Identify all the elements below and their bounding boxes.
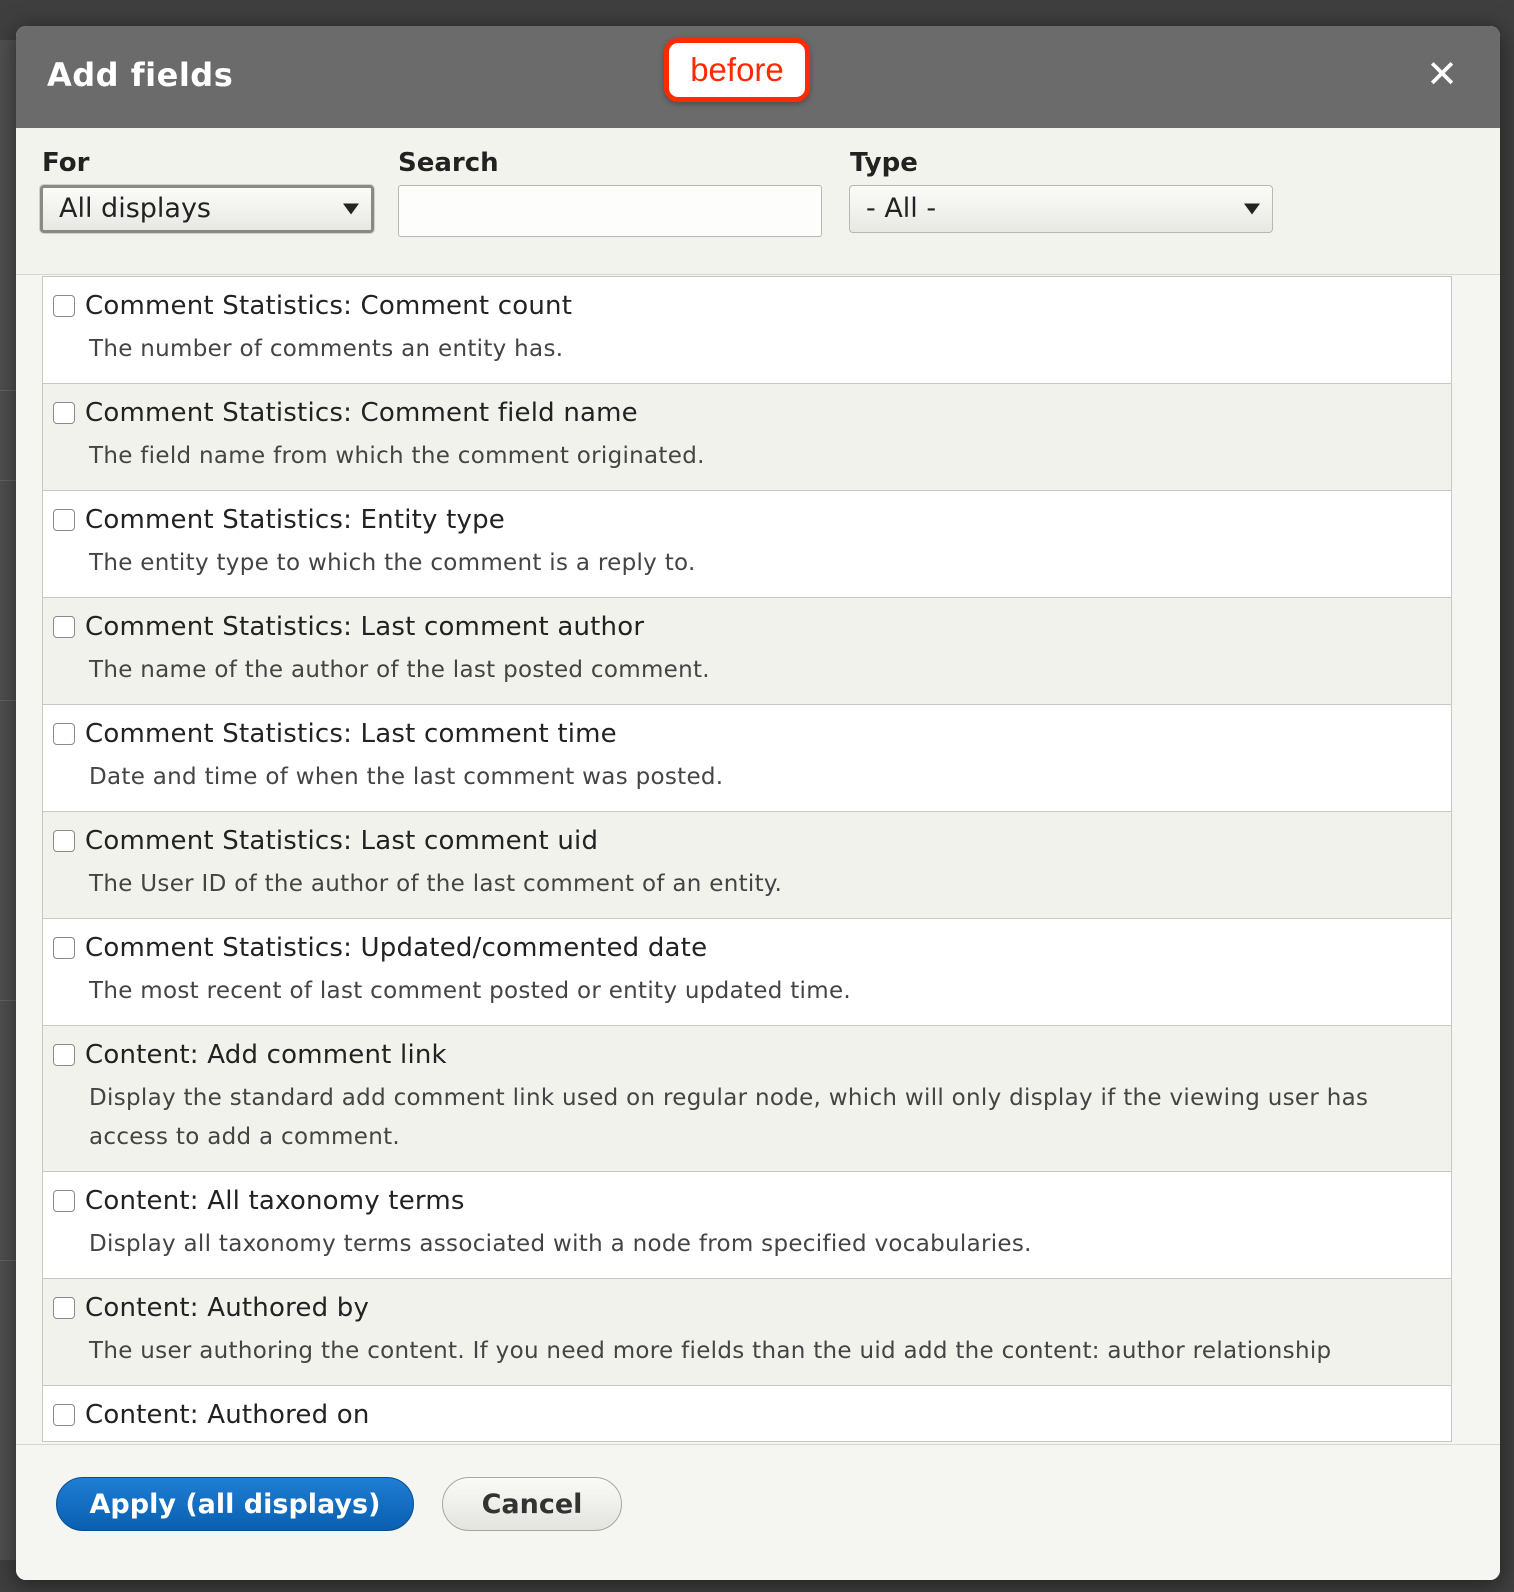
field-title[interactable]: Comment Statistics: Comment field name <box>85 398 638 428</box>
background-divider <box>0 390 16 391</box>
annotation-badge: before <box>664 38 810 102</box>
field-description: The user authoring the content. If you need more fields than the uid add the content: author relationship <box>89 1338 1332 1364</box>
cancel-button[interactable]: Cancel <box>442 1477 622 1531</box>
background-divider <box>0 700 16 701</box>
field-list-item[interactable] <box>43 705 1451 812</box>
for-label: For <box>42 148 90 178</box>
chevron-down-icon <box>343 204 359 215</box>
field-title[interactable]: Content: Authored by <box>85 1293 370 1323</box>
field-description: The field name from which the comment originated. <box>89 443 705 469</box>
field-item-header <box>53 612 1451 642</box>
field-title[interactable]: Content: All taxonomy terms <box>85 1186 465 1216</box>
type-select-value: - All - <box>866 193 937 224</box>
field-description: The name of the author of the last posted comment. <box>89 657 710 683</box>
field-title[interactable]: Content: Authored on <box>85 1400 370 1430</box>
field-description: The number of comments an entity has. <box>89 336 564 362</box>
field-checkbox[interactable] <box>53 1190 75 1212</box>
field-description: Date and time of when the last comment was posted. <box>89 764 724 790</box>
field-title[interactable]: Comment Statistics: Last comment uid <box>85 826 599 856</box>
field-checkbox[interactable] <box>53 1044 75 1066</box>
field-description: Display all taxonomy terms associated with a node from specified vocabularies. <box>89 1231 1032 1257</box>
background-divider <box>0 1260 16 1261</box>
field-list-item[interactable] <box>43 1279 1451 1386</box>
field-list-item[interactable] <box>43 1386 1451 1442</box>
field-title[interactable]: Comment Statistics: Last comment author <box>85 612 645 642</box>
dialog-title-bar <box>16 26 1500 128</box>
field-item-header <box>53 1186 1451 1216</box>
apply-button[interactable]: Apply (all displays) <box>56 1477 414 1531</box>
field-checkbox[interactable] <box>53 295 75 317</box>
field-item-header <box>53 398 1451 428</box>
field-title[interactable]: Comment Statistics: Entity type <box>85 505 505 535</box>
field-item-header <box>53 826 1451 856</box>
field-checkbox[interactable] <box>53 402 75 424</box>
background-divider <box>0 1000 16 1001</box>
field-checkbox[interactable] <box>53 616 75 638</box>
field-list-item[interactable] <box>43 491 1451 598</box>
filter-bar <box>16 128 1500 275</box>
background-divider <box>0 480 16 481</box>
field-item-header <box>53 291 1451 321</box>
field-checkbox[interactable] <box>53 937 75 959</box>
field-list-item[interactable] <box>43 919 1451 1026</box>
field-checkbox[interactable] <box>53 1297 75 1319</box>
field-title[interactable]: Comment Statistics: Updated/commented date <box>85 933 708 963</box>
chevron-down-icon <box>1244 204 1260 215</box>
field-item-header <box>53 1293 1451 1323</box>
field-list-item[interactable] <box>43 384 1451 491</box>
field-item-header <box>53 1400 1451 1430</box>
field-item-header <box>53 1040 1451 1070</box>
dialog-title: Add fields <box>47 56 234 94</box>
field-checkbox[interactable] <box>53 1404 75 1426</box>
field-list-item[interactable] <box>43 1026 1451 1172</box>
field-checkbox[interactable] <box>53 723 75 745</box>
field-description: The most recent of last comment posted or entity updated time. <box>89 978 852 1004</box>
field-item-header <box>53 505 1451 535</box>
for-select[interactable] <box>40 185 374 233</box>
type-label: Type <box>850 148 918 178</box>
field-description: The User ID of the author of the last comment of an entity. <box>89 871 783 897</box>
field-title[interactable]: Content: Add comment link <box>85 1040 447 1070</box>
field-item-header <box>53 933 1451 963</box>
field-list-item[interactable] <box>43 812 1451 919</box>
field-checkbox[interactable] <box>53 509 75 531</box>
field-description: Display the standard add comment link used on regular node, which will only display if the viewing user has access to add a comment. <box>89 1085 1369 1150</box>
search-label: Search <box>398 148 499 178</box>
field-checkbox[interactable] <box>53 830 75 852</box>
field-list-item[interactable] <box>43 1172 1451 1279</box>
field-list-item[interactable] <box>43 277 1451 384</box>
field-list[interactable] <box>42 276 1452 1442</box>
add-fields-dialog <box>16 26 1500 1580</box>
field-title[interactable]: Comment Statistics: Comment count <box>85 291 573 321</box>
field-item-header <box>53 719 1451 749</box>
field-description <box>89 1439 1451 1442</box>
search-input[interactable] <box>398 185 822 237</box>
field-description: The entity type to which the comment is a reply to. <box>89 550 696 576</box>
dialog-footer <box>16 1444 1500 1580</box>
for-select-value: All displays <box>59 193 211 224</box>
type-select[interactable] <box>849 185 1273 233</box>
field-title[interactable]: Comment Statistics: Last comment time <box>85 719 617 749</box>
close-icon[interactable]: ✕ <box>1426 52 1458 96</box>
field-list-item[interactable] <box>43 598 1451 705</box>
